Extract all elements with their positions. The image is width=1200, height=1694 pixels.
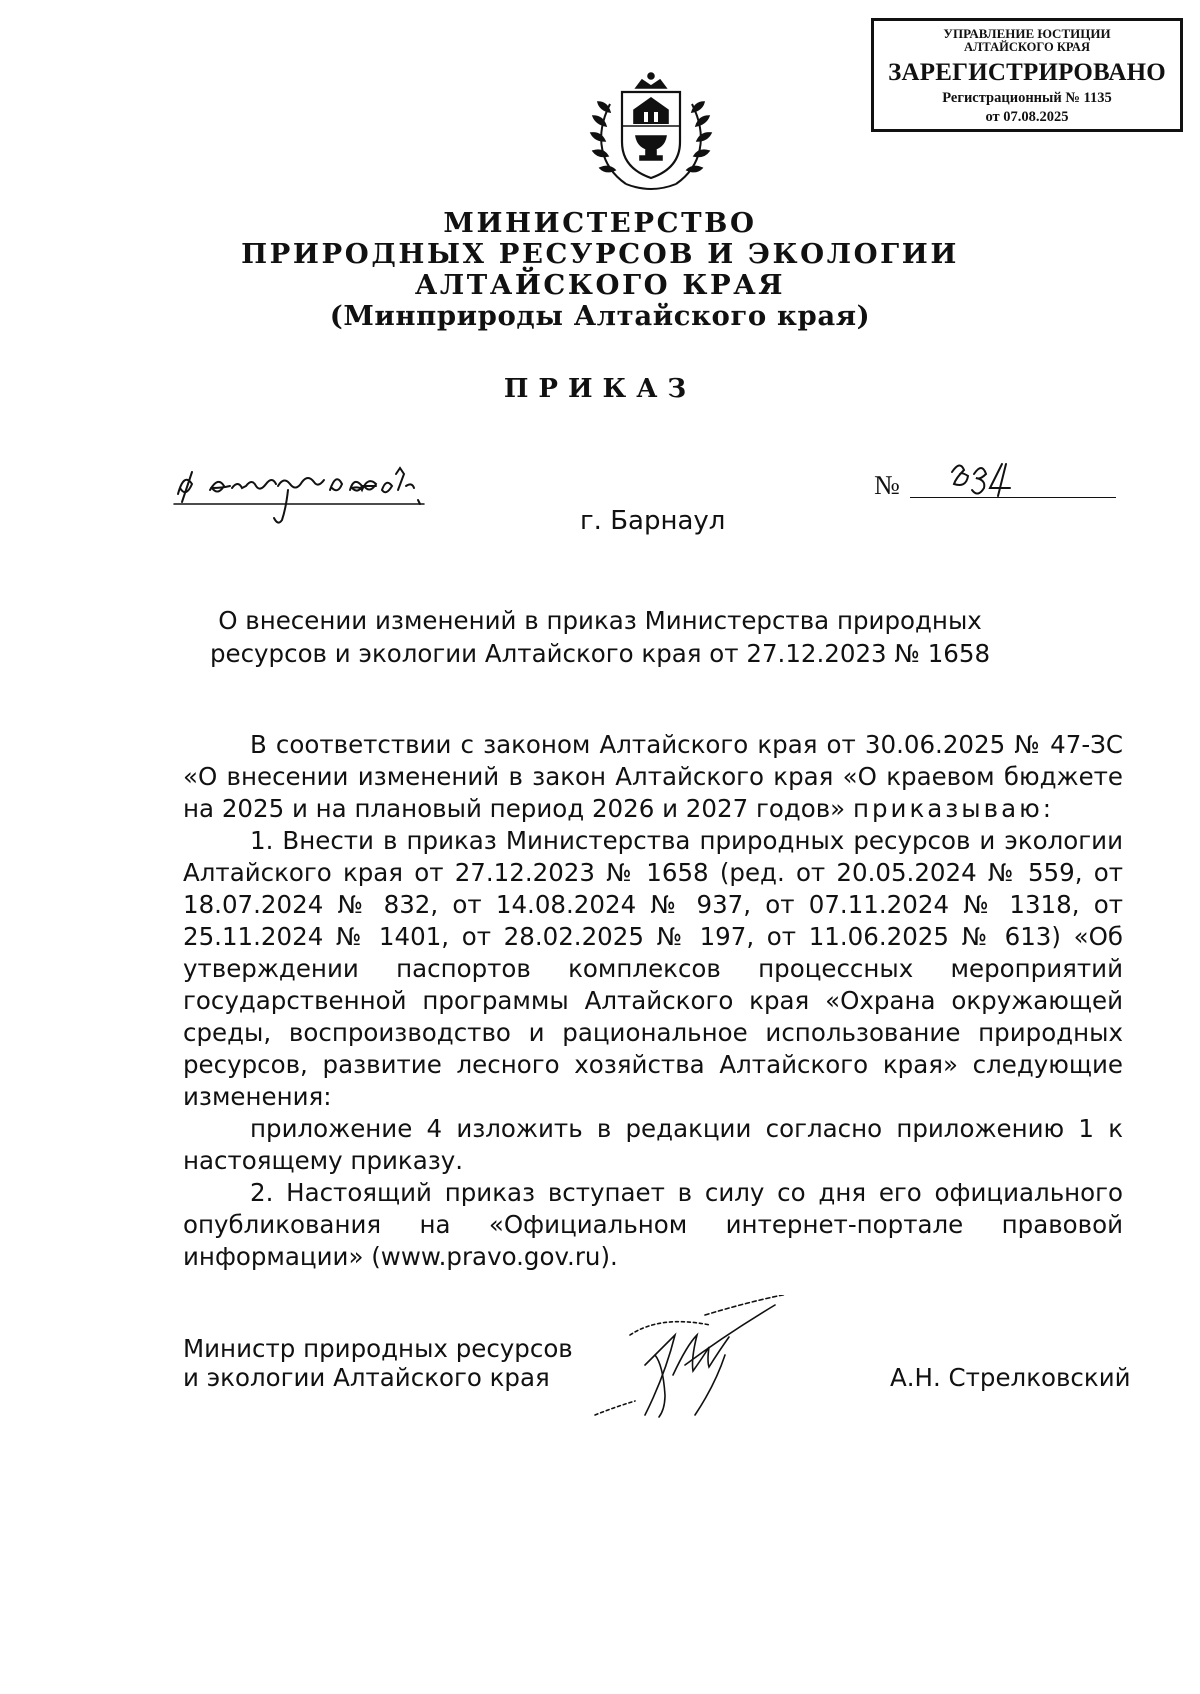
stamp-status: ЗАРЕГИСТРИРОВАНО [888, 59, 1166, 86]
registration-stamp [871, 18, 1183, 132]
clause-1-paragraph: 1. Внести в приказ Министерства природных ресурсов и экологии Алтайского края от 27.12.2023 № 1658 (ред. от 20.05.2024 № 559, от 18.07.2024 № 832, от 14.08.2024 № 937, от 07.11.2024 № 1318, от 25.11.2024 № 1401, от 28.02.2025 № 197, от 11.06.2025 № 613) «Об утверждении паспортов комплексов процессных мероприятий государственной программы Алтайского края «Охрана окружающей среды, воспроизводство и рациональное использование природных ресурсов, развитие лесного хозяйства Алтайского края» следующие изменения: [183, 826, 1123, 1111]
order-body [183, 729, 1123, 1273]
signatory-position-line2: и экологии Алтайского края [183, 1363, 550, 1392]
ministry-name-line2: ПРИРОДНЫХ РЕСУРСОВ И ЭКОЛОГИИ [241, 238, 959, 270]
clause-2-paragraph: 2. Настоящий приказ вступает в силу со дня его официального опубликования на «Официальном интернет-портале правовой информации» (www.pravo.gov.ru). [183, 1178, 1123, 1271]
order-number-label: № [874, 470, 900, 500]
stamp-reg-number: Регистрационный № 1135 [942, 90, 1112, 106]
handwritten-order-number [940, 458, 1020, 503]
stamp-authority-line1: УПРАВЛЕНИЕ ЮСТИЦИИ [943, 26, 1111, 41]
coat-of-arms-icon [586, 66, 716, 196]
order-title-line1: О внесении изменений в приказ Министерства природных [218, 606, 982, 635]
handwritten-date [170, 460, 440, 530]
signatory-position [183, 1334, 573, 1392]
order-title-line2: ресурсов и экологии Алтайского края от 27.12.2023 № 1658 [209, 639, 991, 668]
ministry-name-line1: МИНИСТЕРСТВО [443, 207, 757, 239]
clause-1-amendment-paragraph: приложение 4 изложить в редакции согласно приложению 1 к настоящему приказу. [183, 1114, 1123, 1175]
signatory-position-line1: Министр природных ресурсов [183, 1334, 573, 1363]
order-title [200, 604, 1000, 670]
signatory-name: А.Н. Стрелковский [890, 1363, 1131, 1392]
ministry-short-name: (Минприроды Алтайского края) [329, 300, 871, 332]
preamble-paragraph [183, 729, 1123, 825]
order-verb: приказываю: [852, 794, 1054, 823]
preamble-text: В соответствии с законом Алтайского края от 30.06.2025 № 47-ЗС «О внесении изменений в закон Алтайского края «О краевом бюджете на 2025 и на плановый период 2026 и 2027 годов» [183, 730, 1123, 823]
ministry-name-line3: АЛТАЙСКОГО КРАЯ [414, 269, 786, 301]
ministry-header [200, 208, 1000, 332]
order-city: г. Барнаул [580, 506, 726, 536]
stamp-reg-date: от 07.08.2025 [985, 109, 1069, 125]
stamp-authority-line2: АЛТАЙСКОГО КРАЯ [964, 40, 1090, 54]
document-type-heading: ПРИКАЗ [503, 374, 697, 404]
handwritten-signature [585, 1295, 815, 1430]
